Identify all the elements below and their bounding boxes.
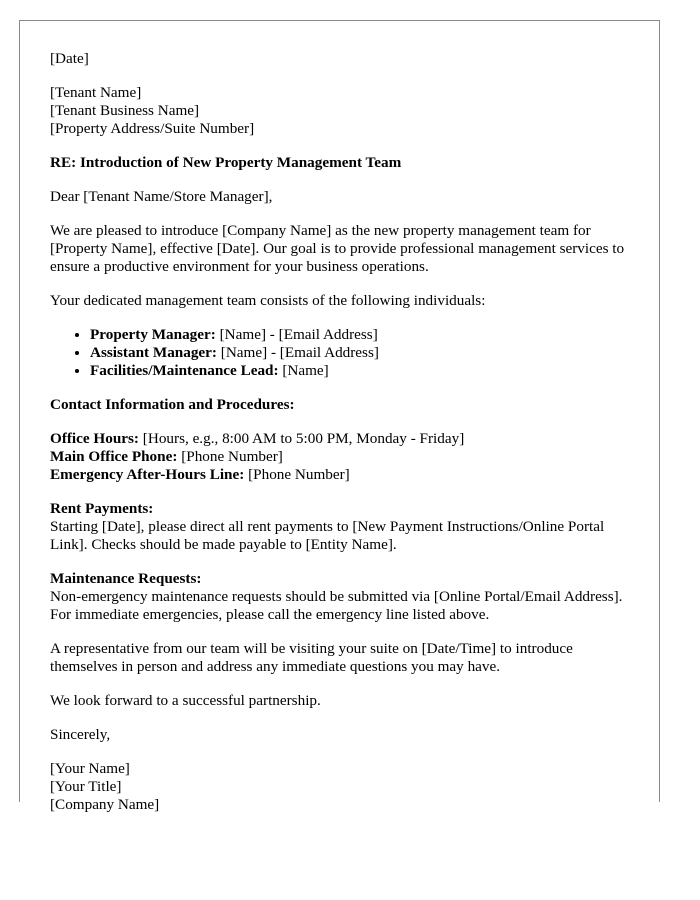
contact-label: Office Hours: (50, 430, 139, 447)
closing-paragraph: We look forward to a successful partnership. (50, 692, 321, 709)
team-detail: [Name] - [Email Address] (215, 326, 378, 343)
contact-label: Main Office Phone: (50, 448, 178, 465)
rent-heading: Rent Payments: (50, 500, 154, 517)
recipient-address: [Property Address/Suite Number] (50, 120, 255, 137)
letter-body (50, 50, 642, 830)
team-list (50, 326, 642, 380)
team-role: Facilities/Maintenance Lead: (90, 362, 279, 379)
contact-heading: Contact Information and Procedures: (50, 396, 295, 413)
intro-paragraph: We are pleased to introduce [Company Name] as the new property management team for [Property Name], effective [Date]. Our goal is to provide professional management services to ensure a productive environment for your business operations. (50, 222, 625, 275)
recipient-business: [Tenant Business Name] (50, 102, 200, 119)
letter-page (19, 20, 660, 813)
recipient-name: [Tenant Name] (50, 84, 142, 101)
team-detail: [Name] (278, 362, 329, 379)
salutation: Dear [Tenant Name/Store Manager], (50, 188, 273, 205)
team-intro: Your dedicated management team consists of the following individuals: (50, 292, 486, 309)
signature-title: [Your Title] (50, 778, 122, 795)
team-detail: [Name] - [Email Address] (216, 344, 379, 361)
contact-value: [Phone Number] (244, 466, 350, 483)
list-item (90, 326, 642, 344)
rent-section (50, 500, 642, 554)
team-role: Assistant Manager: (90, 344, 217, 361)
contact-office-hours (50, 430, 642, 448)
maintenance-text: Non-emergency maintenance requests should be submitted via [Online Portal/Email Address]. For immediate emergencies, please call the emergency line listed above. (50, 588, 623, 623)
signature-block (50, 760, 642, 814)
subject-line: RE: Introduction of New Property Management Team (50, 154, 402, 171)
list-item (90, 362, 642, 380)
contact-emergency-line (50, 466, 642, 484)
contact-main-phone (50, 448, 642, 466)
rent-text: Starting [Date], please direct all rent payments to [New Payment Instructions/Online Portal Link]. Checks should be made payable to [Entity Name]. (50, 518, 605, 553)
visit-paragraph: A representative from our team will be visiting your suite on [Date/Time] to introduce themselves in person and address any immediate questions you may have. (50, 640, 573, 675)
contact-value: [Phone Number] (177, 448, 283, 465)
team-role: Property Manager: (90, 326, 216, 343)
contact-block (50, 430, 642, 484)
maintenance-heading: Maintenance Requests: (50, 570, 202, 587)
signoff: Sincerely, (50, 726, 111, 743)
maintenance-section (50, 570, 642, 624)
recipient-block (50, 84, 642, 138)
letter-date: [Date] (50, 50, 89, 67)
list-item (90, 344, 642, 362)
contact-label: Emergency After-Hours Line: (50, 466, 245, 483)
signature-company: [Company Name] (50, 796, 160, 813)
contact-value: [Hours, e.g., 8:00 AM to 5:00 PM, Monday - Friday] (139, 430, 465, 447)
signature-name: [Your Name] (50, 760, 130, 777)
